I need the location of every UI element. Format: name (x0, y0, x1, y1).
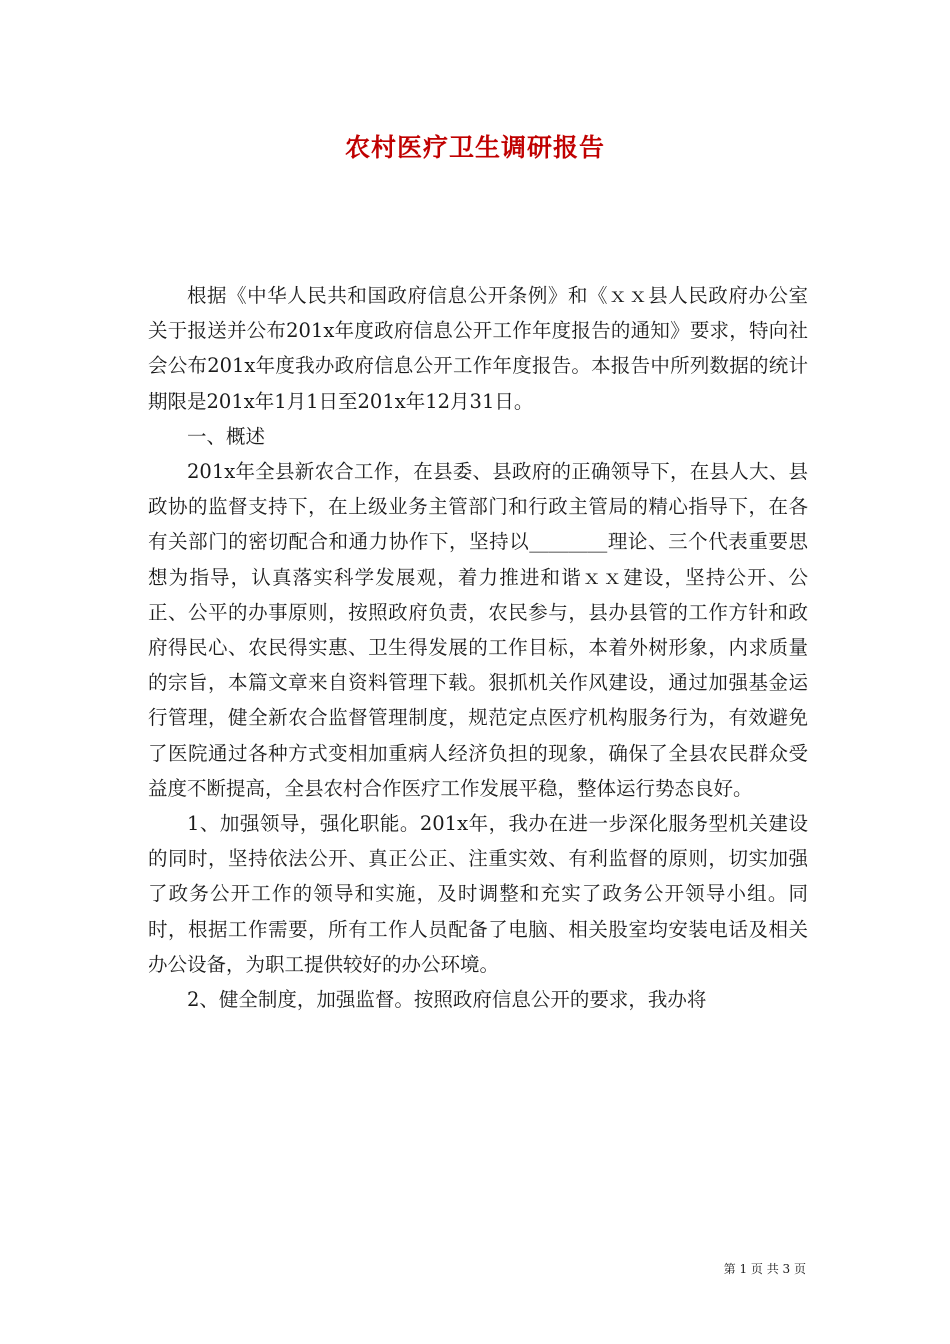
document-body (148, 278, 808, 1017)
paragraph-item-2: 2、健全制度，加强监督。按照政府信息公开的要求，我办将 (187, 988, 707, 1012)
paragraph-intro: 根据《中华人民共和国政府信息公开条例》和《ｘｘ县人民政府办公室关于报送并公布201x年度政府信息公开工作年度报告的通知》要求，特向社会公布201x年度我办政府信息公开工作年度报告。本报告中所列数据的统计期限是201x年1月1日至201x年12月31日。 (148, 284, 808, 413)
paragraph-item-1: 1、加强领导，强化职能。201x年，我办在进一步深化服务型机关建设的同时，坚持依法公开、真正公正、注重实效、有利监督的原则，切实加强了政务公开工作的领导和实施，及时调整和充实了政务公开领导小组。同时，根据工作需要，所有工作人员配备了电脑、相关股室均安装电话及相关办公设备，为职工提供较好的办公环境。 (148, 812, 808, 976)
page-number: 第 1 页 共 3 页 (723, 1262, 806, 1276)
document-title: 农村医疗卫生调研报告 (344, 133, 605, 162)
section-heading-overview: 一、概述 (187, 424, 266, 448)
paragraph-overview: 201x年全县新农合工作，在县委、县政府的正确领导下，在县人大、县政协的监督支持下，在上级业务主管部门和行政主管局的精心指导下，在各有关部门的密切配合和通力协作下，坚持以________理论、三个代表重要思想为指导，认真落实科学发展观，着力推进和谐ｘｘ建设，坚持公开、公正、公平的办事原则，按照政府负责，农民参与，县办县管的工作方针和政府得民心、农民得实惠、卫生得发展的工作目标，本着外树形象，内求质量的宗旨，本篇文章来自资料管理下载。狠抓机关作风建设，通过加强基金运行管理，健全新农合监督管理制度，规范定点医疗机构服务行为，有效避免了医院通过各种方式变相加重病人经济负担的现象，确保了全县农民群众受益度不断提高，全县农村合作医疗工作发展平稳，整体运行势态良好。 (148, 460, 808, 800)
